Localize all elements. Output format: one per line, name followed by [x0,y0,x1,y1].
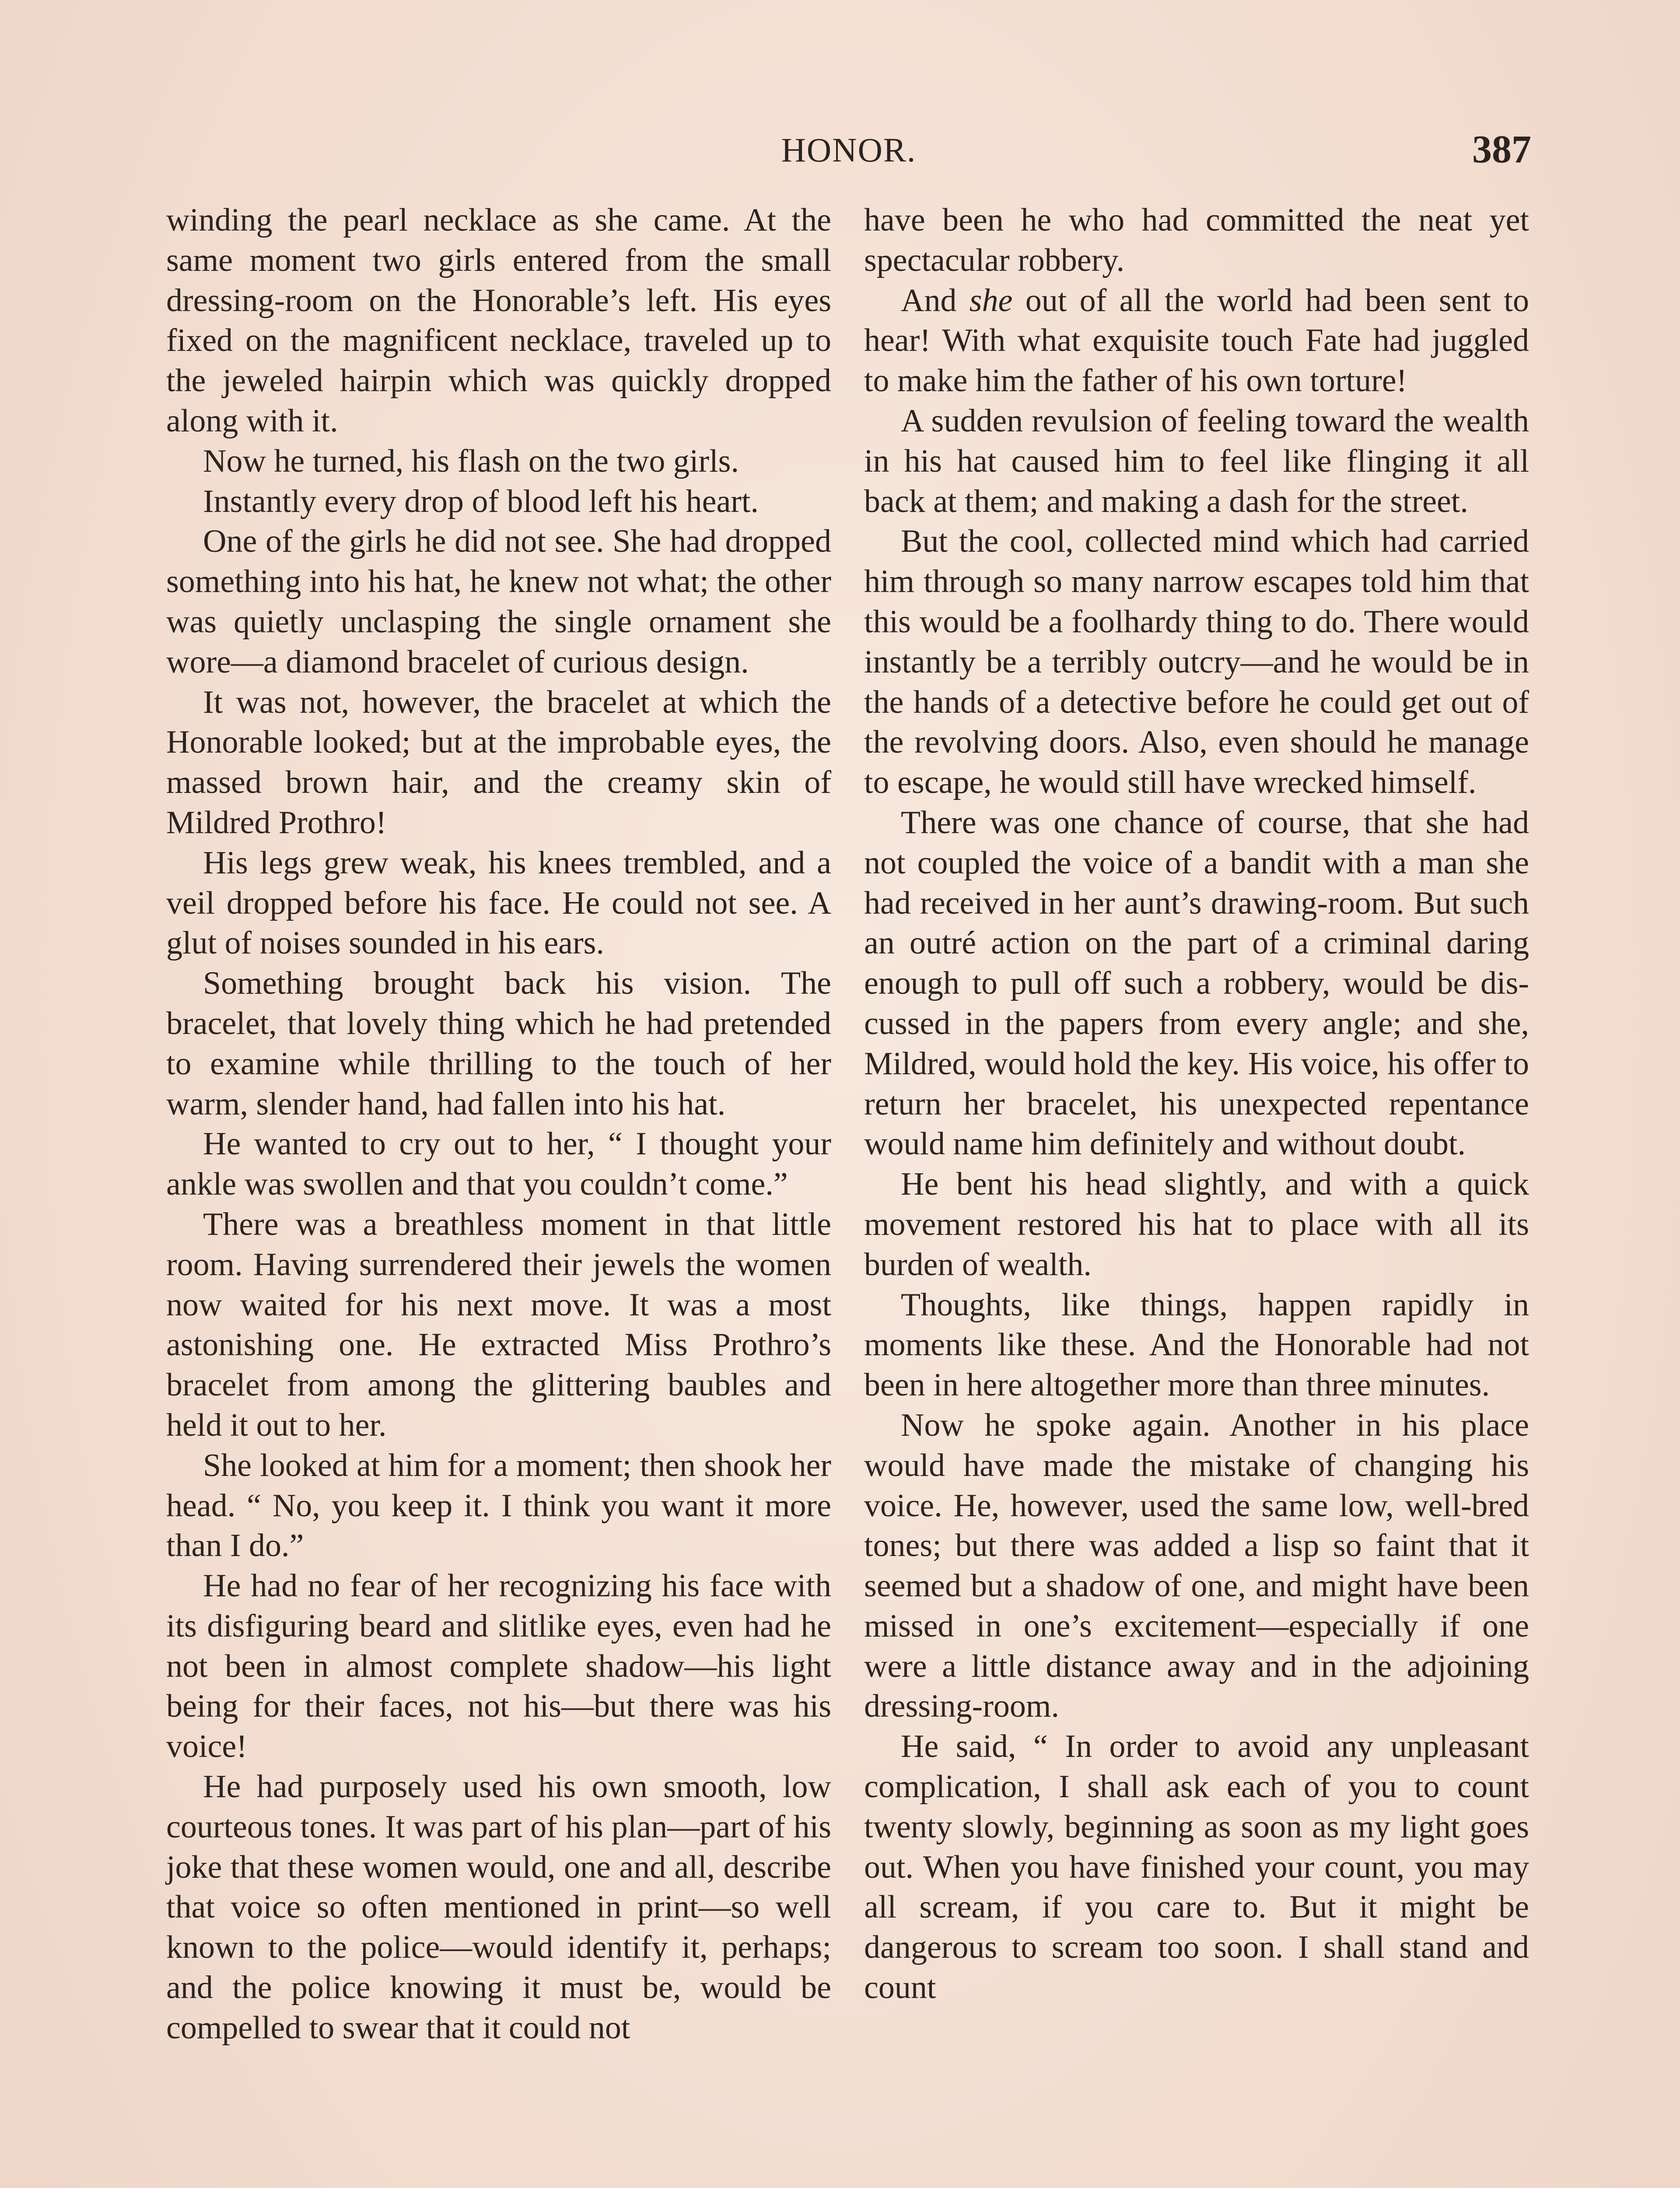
paragraph: winding the pearl necklace as she came. At the same moment two girls entered from the small dressing-room on the Honorable’s left. His eyes fixed on the magnificent necklace, traveled up to the jeweled hairpin which was quickly dropped along with it. [166,202,831,439]
page-number: 387 [1472,128,1531,171]
paragraph: He wanted to cry out to her, “ I thought your ankle was swollen and that you couldn’t come.” [166,1126,831,1203]
paragraph: He had no fear of her recognizing his face with its disfiguring beard and slitlike eyes, even had he not been in almost complete shadow—his light being for their faces, not his—but there was his voice! [166,1568,831,1765]
paragraph: There was one chance of course, that she had not coupled the voice of a bandit with a man she had received in her aunt’s drawing-room. But such an outré action on the part of a criminal daring enough to pull off such a robbery, would be discussed in the papers from every angle; and she, Mildred, would hold the key. His voice, his offer to return her bracelet, his unexpected repentance would name him definitely and without doubt. [864,804,1529,1162]
paragraph: Something brought back his vision. The bracelet, that lovely thing which he had pretended to examine while thrilling to the touch of her warm, slender hand, had fallen into his hat. [166,965,831,1122]
paragraph: He bent his head slightly, and with a quick movement restored his hat to place with all its burden of wealth. [864,1166,1529,1283]
paragraph: He said, “ In order to avoid any unpleasant complication, I shall ask each of you to count twenty slowly, beginning as soon as my light goes out. When you have finished your count, you may all scream, if you care to. But it might be dangerous to scream too soon. I shall stand and count [864,1729,1529,2006]
paragraph: He had purposely used his own smooth, low courteous tones. It was part of his plan—part of his joke that these women would, one and all, describe that voice so often mentioned in print—so well known to the police—would identify it, perhaps; and the police knowing it must be, would be compelled to swear that it could not [166,1769,831,2046]
paragraph: It was not, however, the bracelet at which the Honorable looked; but at the improbable eyes, the massed brown hair, and the creamy skin of Mildred Prothro! [166,684,831,841]
paragraph: Now he turned, his flash on the two girls. [203,443,739,479]
paragraph: But the cool, collected mind which had carried him through so many narrow escapes told him that this would be a foolhardy thing to do. There would instantly be a terribly outcry—and he would be in the hands of a detective before he could get out of the revolving doors. Also, even should he manage to escape, he would still have wrecked himself. [864,523,1529,801]
paragraph: She looked at him for a moment; then shook her head. “ No, you keep it. I think you want it more than I do.” [166,1447,831,1564]
paragraph-rest: out of all the world had been sent to hear! With what exquisite touch Fate had juggled to make him the father of his own torture! [864,282,1529,399]
italic-emphasis: she [969,282,1013,319]
paragraph: His legs grew weak, his knees trembled, and a veil dropped before his face. He could not see. A glut of noises sounded in his ears. [166,845,831,961]
running-head [166,127,1531,175]
paragraph: Instantly every drop of blood left his heart. [203,483,759,519]
paragraph: Now he spoke again. Another in his place would have made the mistake of changing his voice. He, however, used the same low, well-bred tones; but there was added a lisp so faint that it seemed but a shadow of one, and might have been missed in one’s excitement—especially if one were a little distance away and in the adjoining dressing-room. [864,1407,1529,1725]
paragraph: There was a breathless moment in that little room. Having surrendered their jewels the women now waited for his next move. It was a most astonishing one. He extracted Miss Prothro’s bracelet from among the glittering baubles and held it out to her. [166,1206,831,1443]
running-title: HONOR. [781,131,917,169]
paragraph: Thoughts, like things, happen rapidly in moments like these. And the Honorable had not been in here altogether more than three minutes. [864,1287,1529,1403]
paragraph-lead: And [901,282,970,319]
paragraph [864,281,1529,401]
right-column [864,200,1529,2008]
paragraph: have been he who had committed the neat yet spectacular robbery. [864,202,1529,278]
paragraph: One of the girls he did not see. She had dropped something into his hat, he knew not what; the other was quietly unclasping the single ornament she wore—a diamond bracelet of curious design. [166,523,831,680]
paragraph: A sudden revulsion of feeling toward the wealth in his hat caused him to feel like flinging it all back at them; and making a dash for the street. [864,403,1529,519]
left-column [166,200,831,2048]
